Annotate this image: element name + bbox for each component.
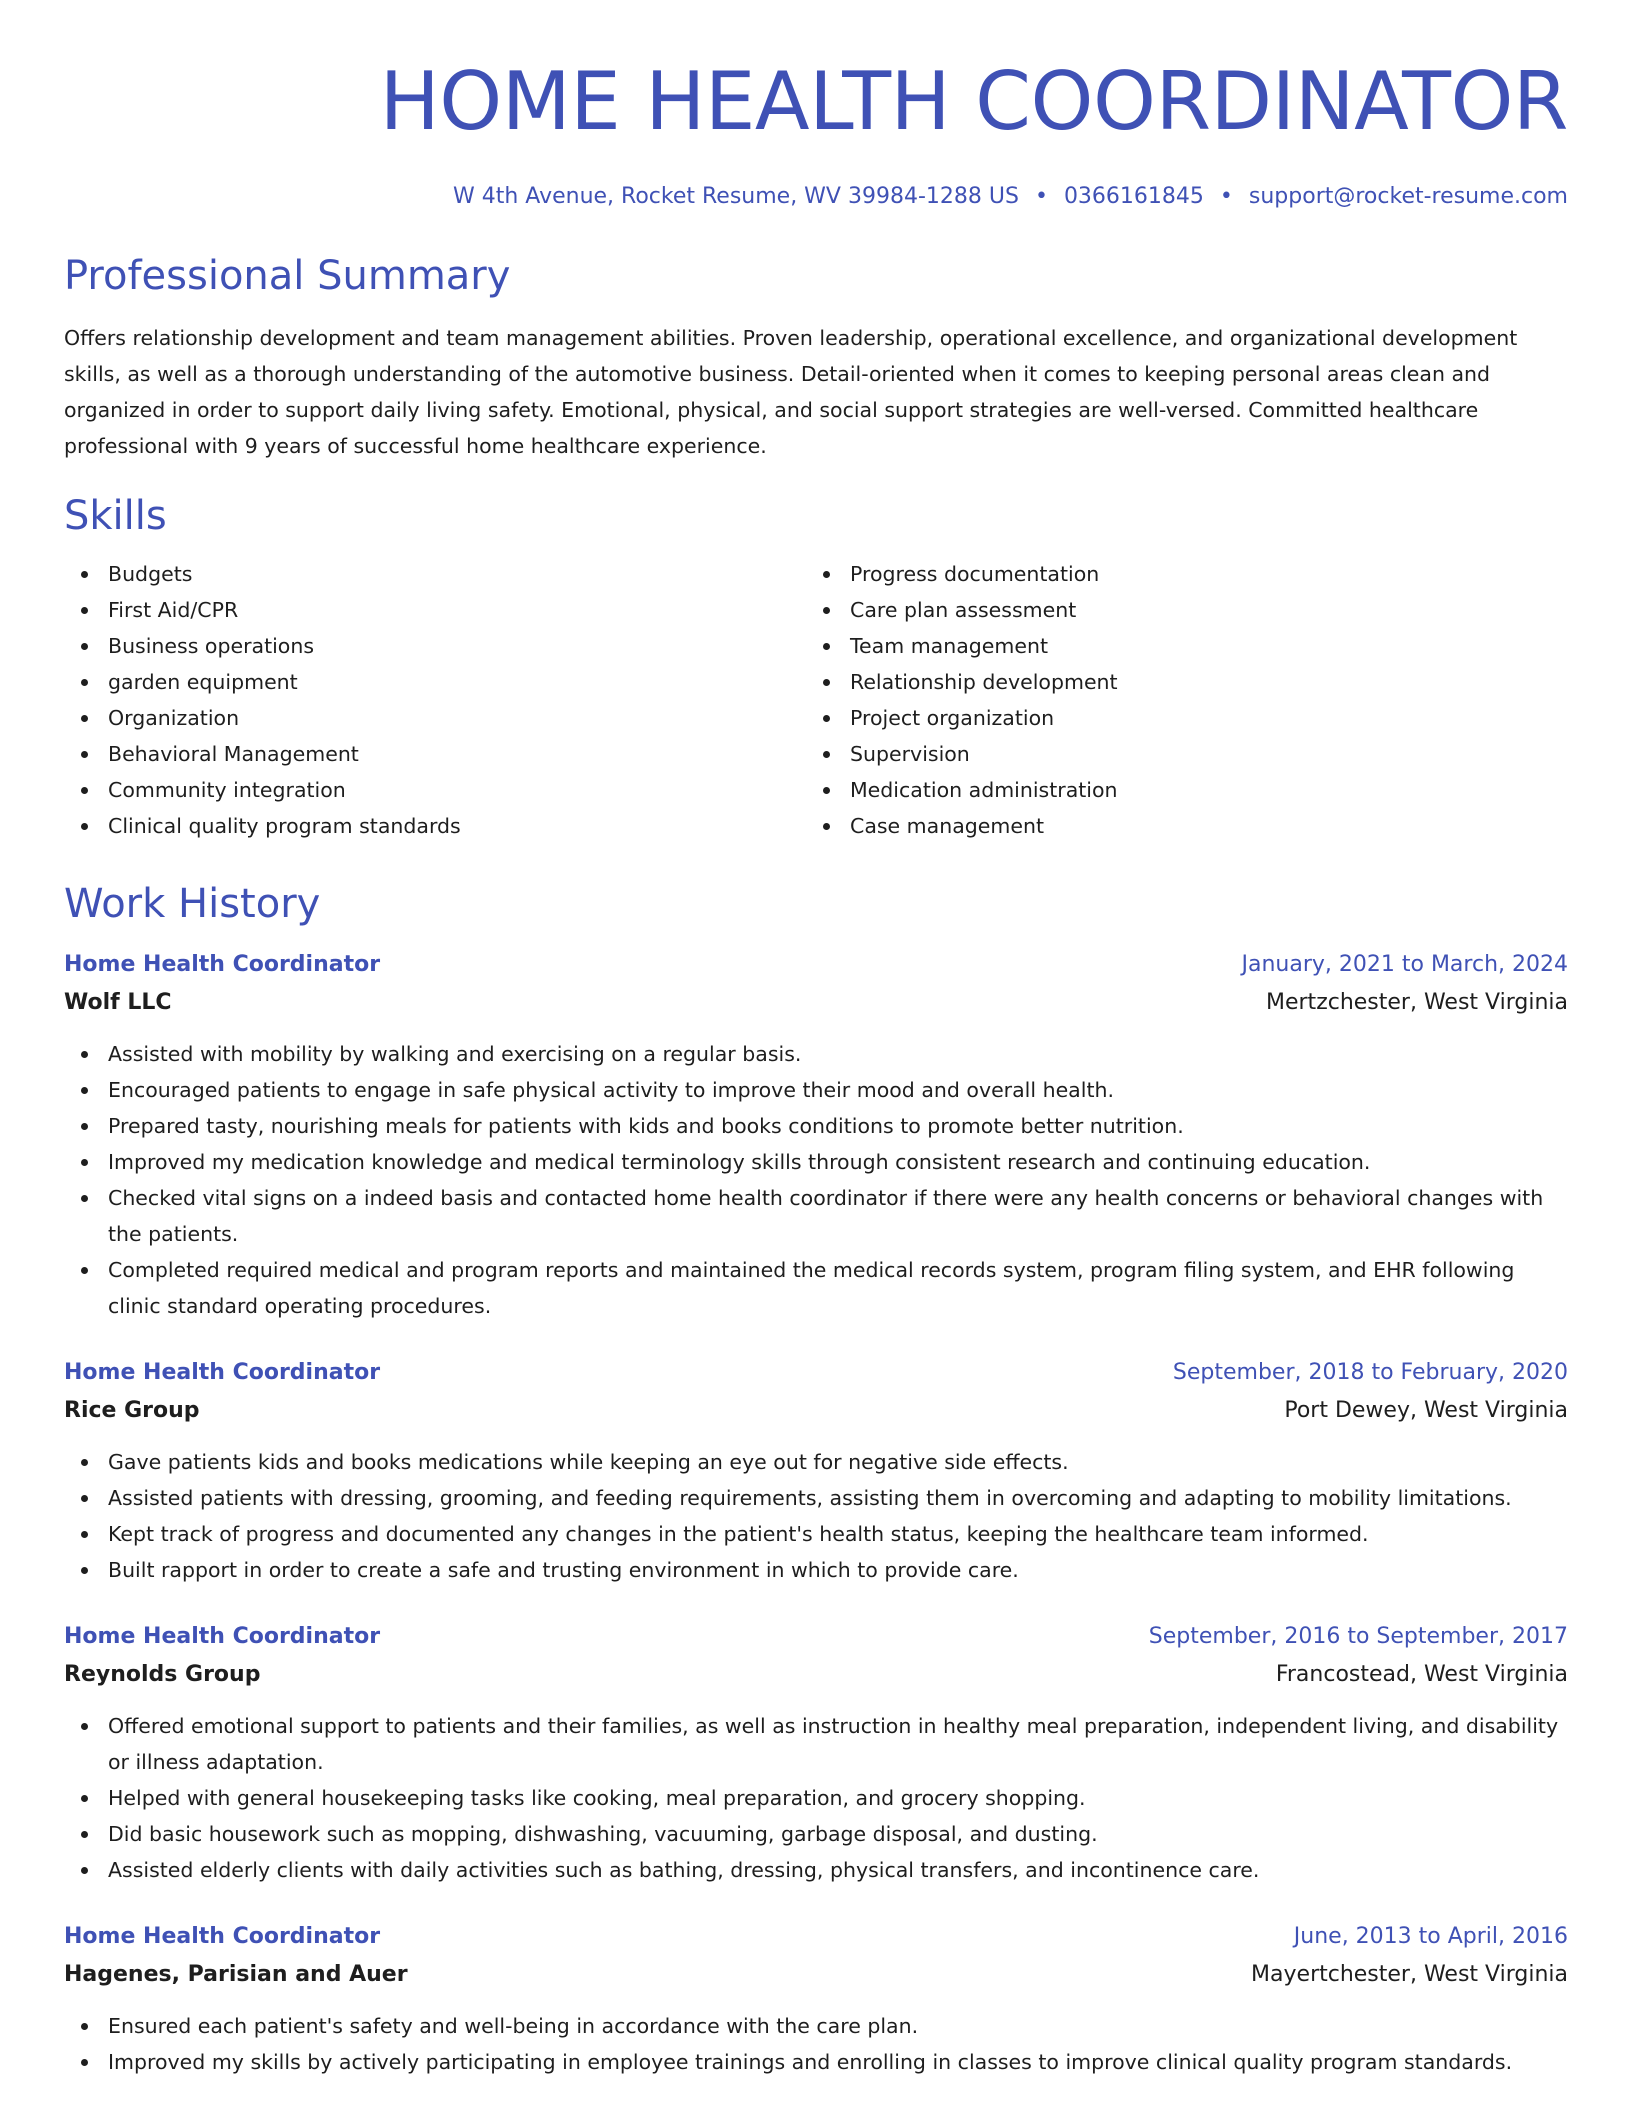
job-title: Home Health Coordinator [64, 1624, 381, 1649]
job-duties [64, 1444, 1568, 1588]
skill-item: Community integration [64, 772, 806, 808]
job-company: Reynolds Group [64, 1662, 261, 1687]
job-dates: June, 2013 to April, 2016 [1293, 1924, 1568, 1949]
duty-item: Did basic housework such as mopping, dishwashing, vacuuming, garbage disposal, and dusting. [64, 1816, 1568, 1852]
job-company: Wolf LLC [64, 990, 172, 1015]
skill-item: Supervision [806, 736, 1548, 772]
contact-email[interactable]: support@rocket-resume.com [1248, 184, 1568, 209]
contact-line [64, 180, 1568, 214]
duty-item: Gave patients kids and books medications while keeping an eye out for negative side effects. [64, 1444, 1568, 1480]
skill-item: Budgets [64, 556, 806, 592]
job-header-row [64, 1918, 1568, 1956]
job-entry [64, 946, 1568, 1324]
duty-item: Kept track of progress and documented any changes in the patient's health status, keeping the healthcare team informed. [64, 1516, 1568, 1552]
duty-item: Assisted elderly clients with daily activities such as bathing, dressing, physical transfers, and incontinence care. [64, 1852, 1568, 1888]
skill-item: First Aid/CPR [64, 592, 806, 628]
job-location: Mayertchester, West Virginia [1251, 1962, 1568, 1987]
job-company-row [64, 1656, 1568, 1694]
duty-item: Assisted patients with dressing, grooming, and feeding requirements, assisting them in overcoming and adapting to mobility limitations. [64, 1480, 1568, 1516]
job-company: Hagenes, Parisian and Auer [64, 1962, 408, 1987]
job-header-row [64, 1618, 1568, 1656]
job-dates: January, 2021 to March, 2024 [1241, 952, 1568, 977]
skill-item: Case management [806, 808, 1548, 844]
job-company-row [64, 1956, 1568, 1994]
skill-item: Team management [806, 628, 1548, 664]
job-entry [64, 1918, 1568, 2080]
summary-text: Offers relationship development and team management abilities. Proven leadership, operational excellence, and organizational development skills, as well as a thorough understanding of the automotive business. Detail-oriented when it comes to keeping personal areas clean and organized in order to support daily living safety. Emotional, physical, and social support strategies are well-versed. Committed healthcare professional with 9 years of successful home healthcare experience. [64, 326, 1518, 458]
duty-item: Prepared tasty, nourishing meals for patients with kids and books conditions to promote better nutrition. [64, 1108, 1568, 1144]
job-duties [64, 2008, 1568, 2080]
duty-item: Improved my skills by actively participating in employee trainings and enrolling in classes to improve clinical quality program standards. [64, 2044, 1568, 2080]
job-company-row [64, 984, 1568, 1022]
duty-item: Ensured each patient's safety and well-being in accordance with the care plan. [64, 2008, 1568, 2044]
work-history-heading: Work History [64, 881, 321, 927]
summary-heading: Professional Summary [64, 253, 511, 299]
job-duties [64, 1036, 1568, 1324]
skill-item: Project organization [806, 700, 1548, 736]
resume-title: HOME HEALTH COORDINATOR [379, 55, 1568, 148]
skill-item: Relationship development [806, 664, 1548, 700]
job-title: Home Health Coordinator [64, 1360, 381, 1385]
skill-item: Behavioral Management [64, 736, 806, 772]
skill-item: Progress documentation [806, 556, 1548, 592]
duty-item: Checked vital signs on a indeed basis and contacted home health coordinator if there were any health concerns or behavioral changes with the patients. [64, 1180, 1568, 1252]
skill-item: Business operations [64, 628, 806, 664]
duty-item: Offered emotional support to patients and their families, as well as instruction in healthy meal preparation, independent living, and disability or illness adaptation. [64, 1708, 1568, 1780]
contact-address: W 4th Avenue, Rocket Resume, WV 39984-1288 US [453, 184, 1019, 209]
job-entry [64, 1618, 1568, 1888]
job-header-row [64, 1354, 1568, 1392]
job-company-row [64, 1392, 1568, 1430]
duty-item: Assisted with mobility by walking and exercising on a regular basis. [64, 1036, 1568, 1072]
job-dates: September, 2018 to February, 2020 [1172, 1360, 1568, 1385]
contact-phone: 0366161845 [1063, 184, 1204, 209]
duty-item: Helped with general housekeeping tasks like cooking, meal preparation, and grocery shopping. [64, 1780, 1568, 1816]
job-location: Port Dewey, West Virginia [1284, 1398, 1568, 1423]
job-company: Rice Group [64, 1398, 200, 1423]
contact-separator: • [1219, 184, 1233, 209]
skills-column-left [64, 556, 806, 844]
duty-item: Built rapport in order to create a safe and trusting environment in which to provide care. [64, 1552, 1568, 1588]
job-dates: September, 2016 to September, 2017 [1148, 1624, 1568, 1649]
job-title: Home Health Coordinator [64, 952, 381, 977]
skill-item: Care plan assessment [806, 592, 1548, 628]
skill-item: Medication administration [806, 772, 1548, 808]
job-title: Home Health Coordinator [64, 1924, 381, 1949]
resume-page [64, 0, 1568, 2080]
skill-item: Clinical quality program standards [64, 808, 806, 844]
skills-list [64, 556, 1568, 844]
contact-separator: • [1034, 184, 1048, 209]
duty-item: Encouraged patients to engage in safe physical activity to improve their mood and overall health. [64, 1072, 1568, 1108]
skill-item: Organization [64, 700, 806, 736]
duty-item: Completed required medical and program reports and maintained the medical records system, program filing system, and EHR following clinic standard operating procedures. [64, 1252, 1568, 1324]
job-location: Mertzchester, West Virginia [1266, 990, 1568, 1015]
skill-item: garden equipment [64, 664, 806, 700]
job-header-row [64, 946, 1568, 984]
skills-heading: Skills [64, 493, 167, 539]
job-location: Francostead, West Virginia [1275, 1662, 1568, 1687]
job-duties [64, 1708, 1568, 1888]
job-entry [64, 1354, 1568, 1588]
duty-item: Improved my medication knowledge and medical terminology skills through consistent research and continuing education. [64, 1144, 1568, 1180]
skills-column-right [806, 556, 1548, 844]
